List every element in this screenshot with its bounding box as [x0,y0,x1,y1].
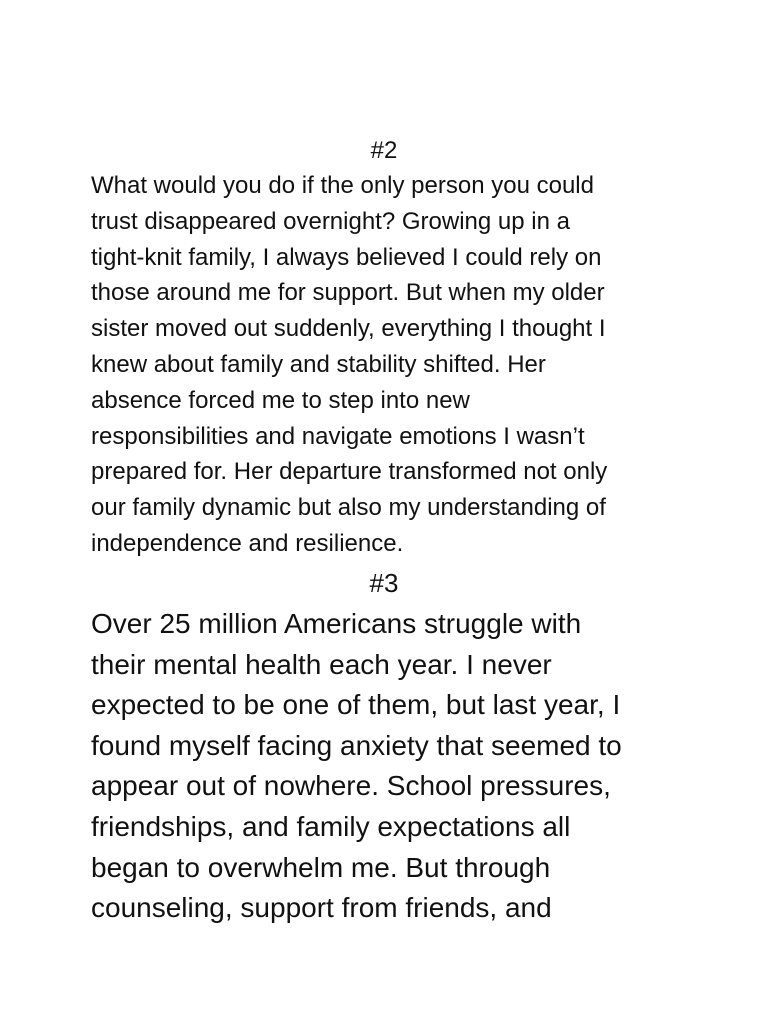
section-3-paragraph [91,604,691,929]
section-heading-2: #2 [370,137,398,164]
paragraph-line: expected to be one of them, but last year, I [91,689,621,721]
section-heading-3: #3 [369,568,399,598]
paragraph-line: appear out of nowhere. School pressures, [91,770,611,802]
paragraph-line: their mental health each year. I never [91,648,552,680]
paragraph-line: our family dynamic but also my understanding of [91,494,606,522]
paragraph-line: friendships, and family expectations all [91,810,571,842]
paragraph-line: independence and resilience. [91,529,404,557]
paragraph-line: prepared for. Her departure transformed not only [91,458,608,486]
paragraph-line: responsibilities and navigate emotions I wasn’t [91,422,585,450]
paragraph-line: absence forced me to step into new [91,386,470,414]
paragraph-line: trust disappeared overnight? Growing up in a [91,207,570,235]
paragraph-line: tight-knit family, I always believed I could rely on [91,243,602,271]
paragraph-line: began to overwhelm me. But through [91,851,551,883]
paragraph-line: found myself facing anxiety that seemed to [91,729,622,761]
paragraph-line: Over 25 million Americans struggle with [91,608,582,639]
paragraph-line: counseling, support from friends, and [91,892,552,924]
paragraph-line: those around me for support. But when my older [91,279,605,307]
paragraph-line: What would you do if the only person you could [91,172,594,199]
paragraph-line: knew about family and stability shifted. Her [91,350,546,378]
paragraph-line: sister moved out suddenly, everything I thought I [91,315,606,343]
section-2-paragraph [91,168,691,562]
